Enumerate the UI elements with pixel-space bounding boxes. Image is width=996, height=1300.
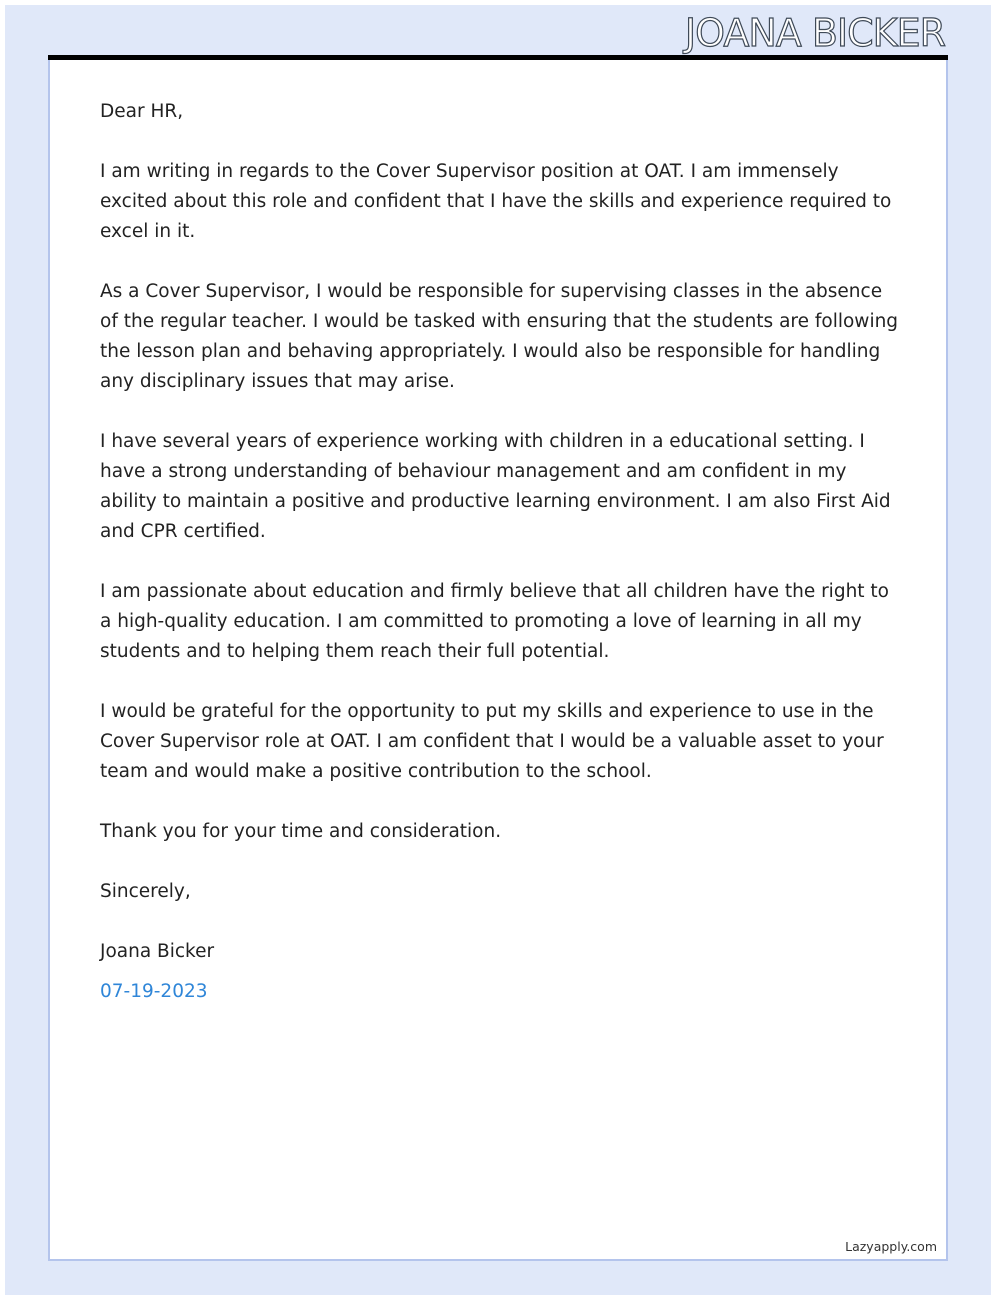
paragraph-thanks: Thank you for your time and consideration. xyxy=(100,821,502,842)
letter-body xyxy=(100,97,900,1007)
letter-date: 07-19-2023 xyxy=(100,981,208,1002)
watermark: Lazyapply.com xyxy=(845,1239,937,1254)
paragraph-passion: I am passionate about education and firmly believe that all children have the right to a high-quality education. I am committed to promoting a love of learning in all my students and to helping them reach their full potential. xyxy=(100,581,889,662)
header-name: JOANA BICKER xyxy=(684,11,945,55)
letter-sheet xyxy=(48,60,948,1261)
salutation: Dear HR, xyxy=(100,101,184,122)
closing: Sincerely, xyxy=(100,881,191,902)
signature: Joana Bicker xyxy=(100,941,215,962)
paragraph-responsibilities: As a Cover Supervisor, I would be responsible for supervising classes in the absence of the regular teacher. I would be tasked with ensuring that the students are following the lesson plan and behaving appropriately. I would also be responsible for handling any disciplinary issues that may arise. xyxy=(100,281,899,392)
paragraph-intro: I am writing in regards to the Cover Supervisor position at OAT. I am immensely excited about this role and confident that I have the skills and experience required to excel in it. xyxy=(100,161,892,242)
paragraph-experience: I have several years of experience working with children in a educational setting. I have a strong understanding of behaviour management and am confident in my ability to maintain a positive and productive learning environment. I am also First Aid and CPR certified. xyxy=(100,431,891,542)
paragraph-gratitude: I would be grateful for the opportunity to put my skills and experience to use in the Cover Supervisor role at OAT. I am confident that I would be a valuable asset to your team and would make a positive contribution to the school. xyxy=(100,701,884,782)
